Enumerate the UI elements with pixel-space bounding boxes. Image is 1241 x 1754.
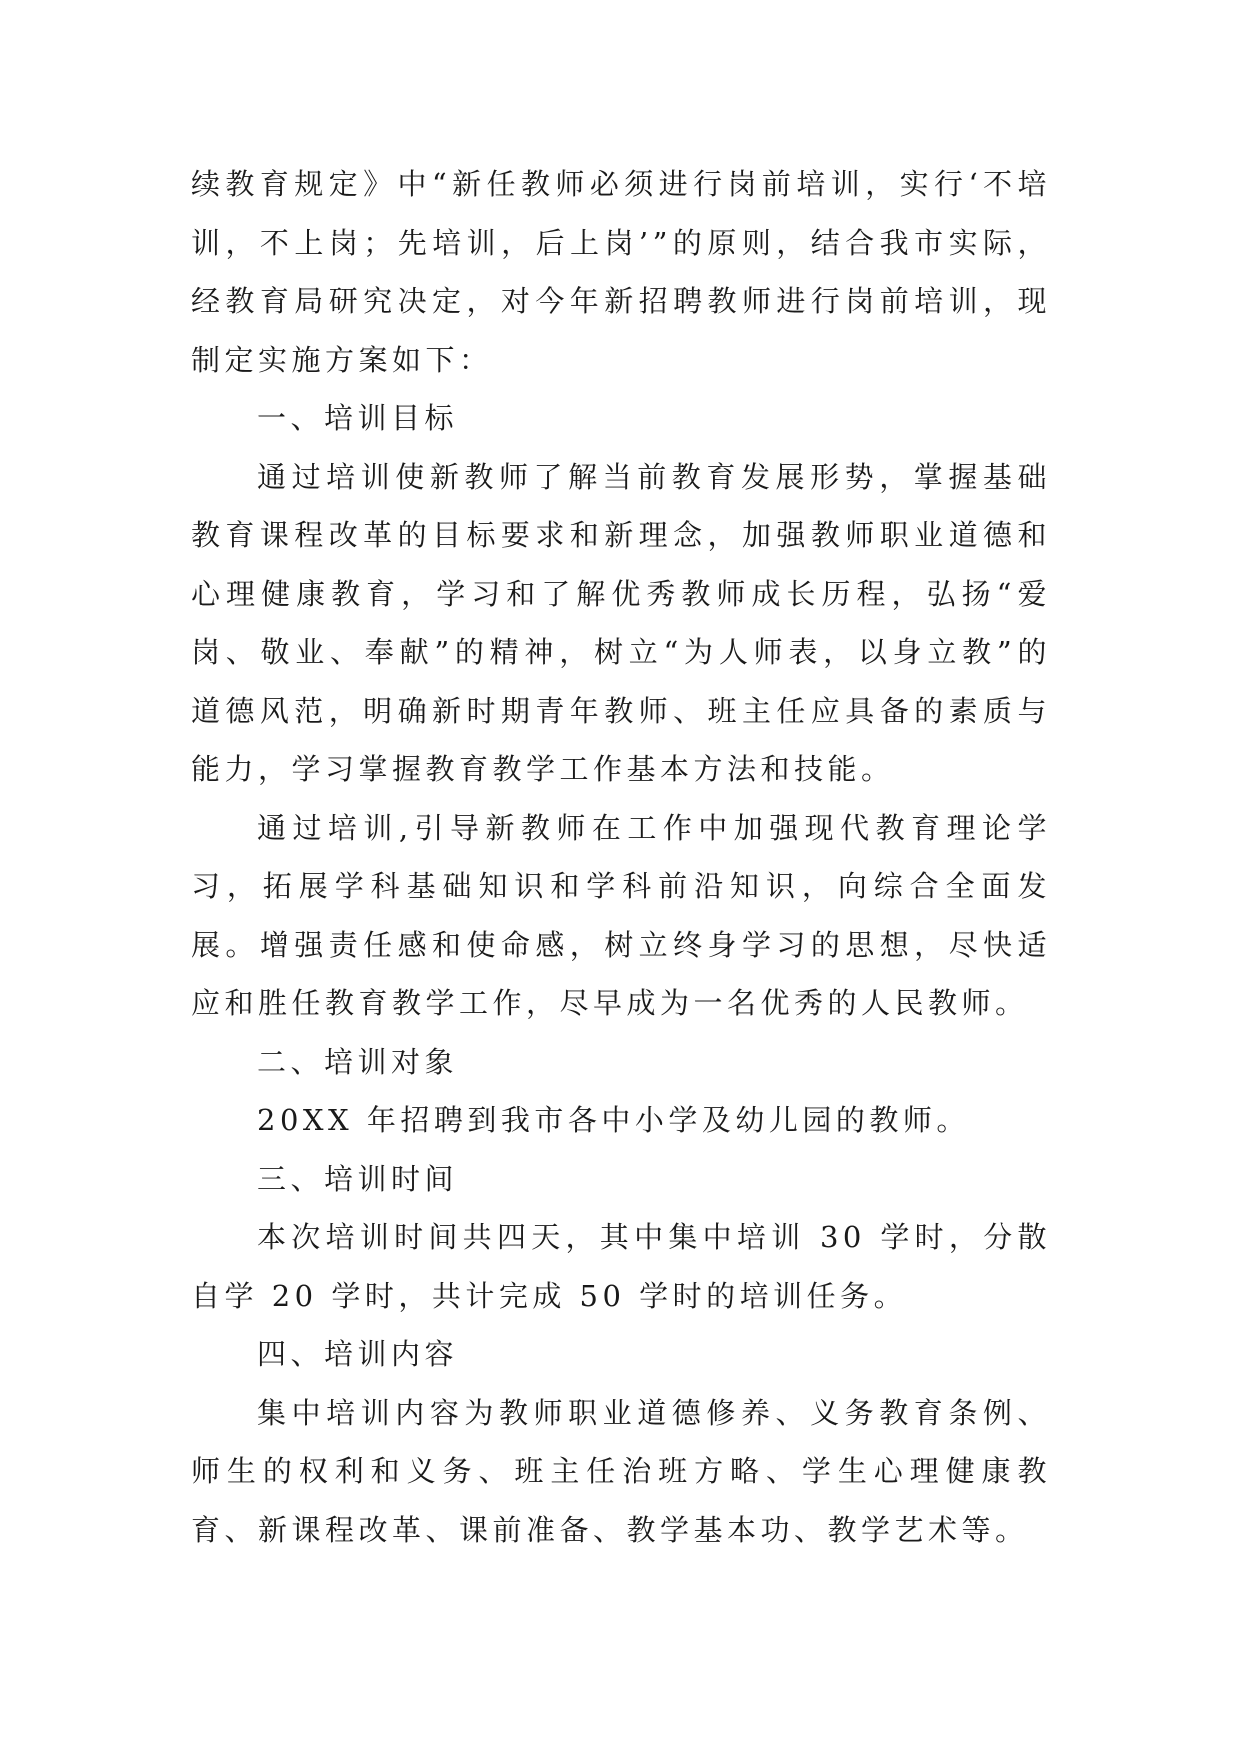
paragraph-time: 本次培训时间共四天，其中集中培训 30 学时，分散自学 20 学时，共计完成 50 学时的培训任务。 bbox=[191, 1220, 1051, 1313]
heading-training-targets: 二、培训对象 bbox=[257, 1044, 459, 1079]
paragraph-content: 集中培训内容为教师职业道德修养、义务教育条例、师生的权利和义务、班主任治班方略、学生心理健康教育、新课程改革、课前准备、教学基本功、教学艺术等。 bbox=[191, 1395, 1051, 1547]
heading-training-goals: 一、培训目标 bbox=[257, 401, 459, 435]
paragraph-goals-2: 通过培训,引导新教师在工作中加强现代教育理论学习，拓展学科基础知识和学科前沿知识，向综合全面发展。增强责任感和使命感，树立终身学习的思想，尽快适应和胜任教育教学工作，尽早成为一名优秀的人民教师。 bbox=[191, 810, 1051, 1020]
document-body bbox=[191, 155, 1051, 1559]
paragraph-goals-1: 通过培训使新教师了解当前教育发展形势，掌握基础教育课程改革的目标要求和新理念，加强教师职业道德和心理健康教育，学习和了解优秀教师成长历程，弘扬“爱岗、敬业、奉献”的精神，树立“为人师表，以身立教”的道德风范，明确新时期青年教师、班主任应具备的素质与能力，学习掌握教育教学工作基本方法和技能。 bbox=[191, 459, 1051, 786]
paragraph-intro-continuation: 续教育规定》中“新任教师必须进行岗前培训，实行‘不培训，不上岗；先培训，后上岗’”的原则，结合我市实际，经教育局研究决定，对今年新招聘教师进行岗前培训，现制定实施方案如下： bbox=[191, 167, 1051, 377]
heading-training-content: 四、培训内容 bbox=[257, 1337, 459, 1371]
paragraph-targets: 20XX 年招聘到我市各中小学及幼儿园的教师。 bbox=[257, 1103, 970, 1137]
heading-training-time: 三、培训时间 bbox=[257, 1161, 459, 1196]
